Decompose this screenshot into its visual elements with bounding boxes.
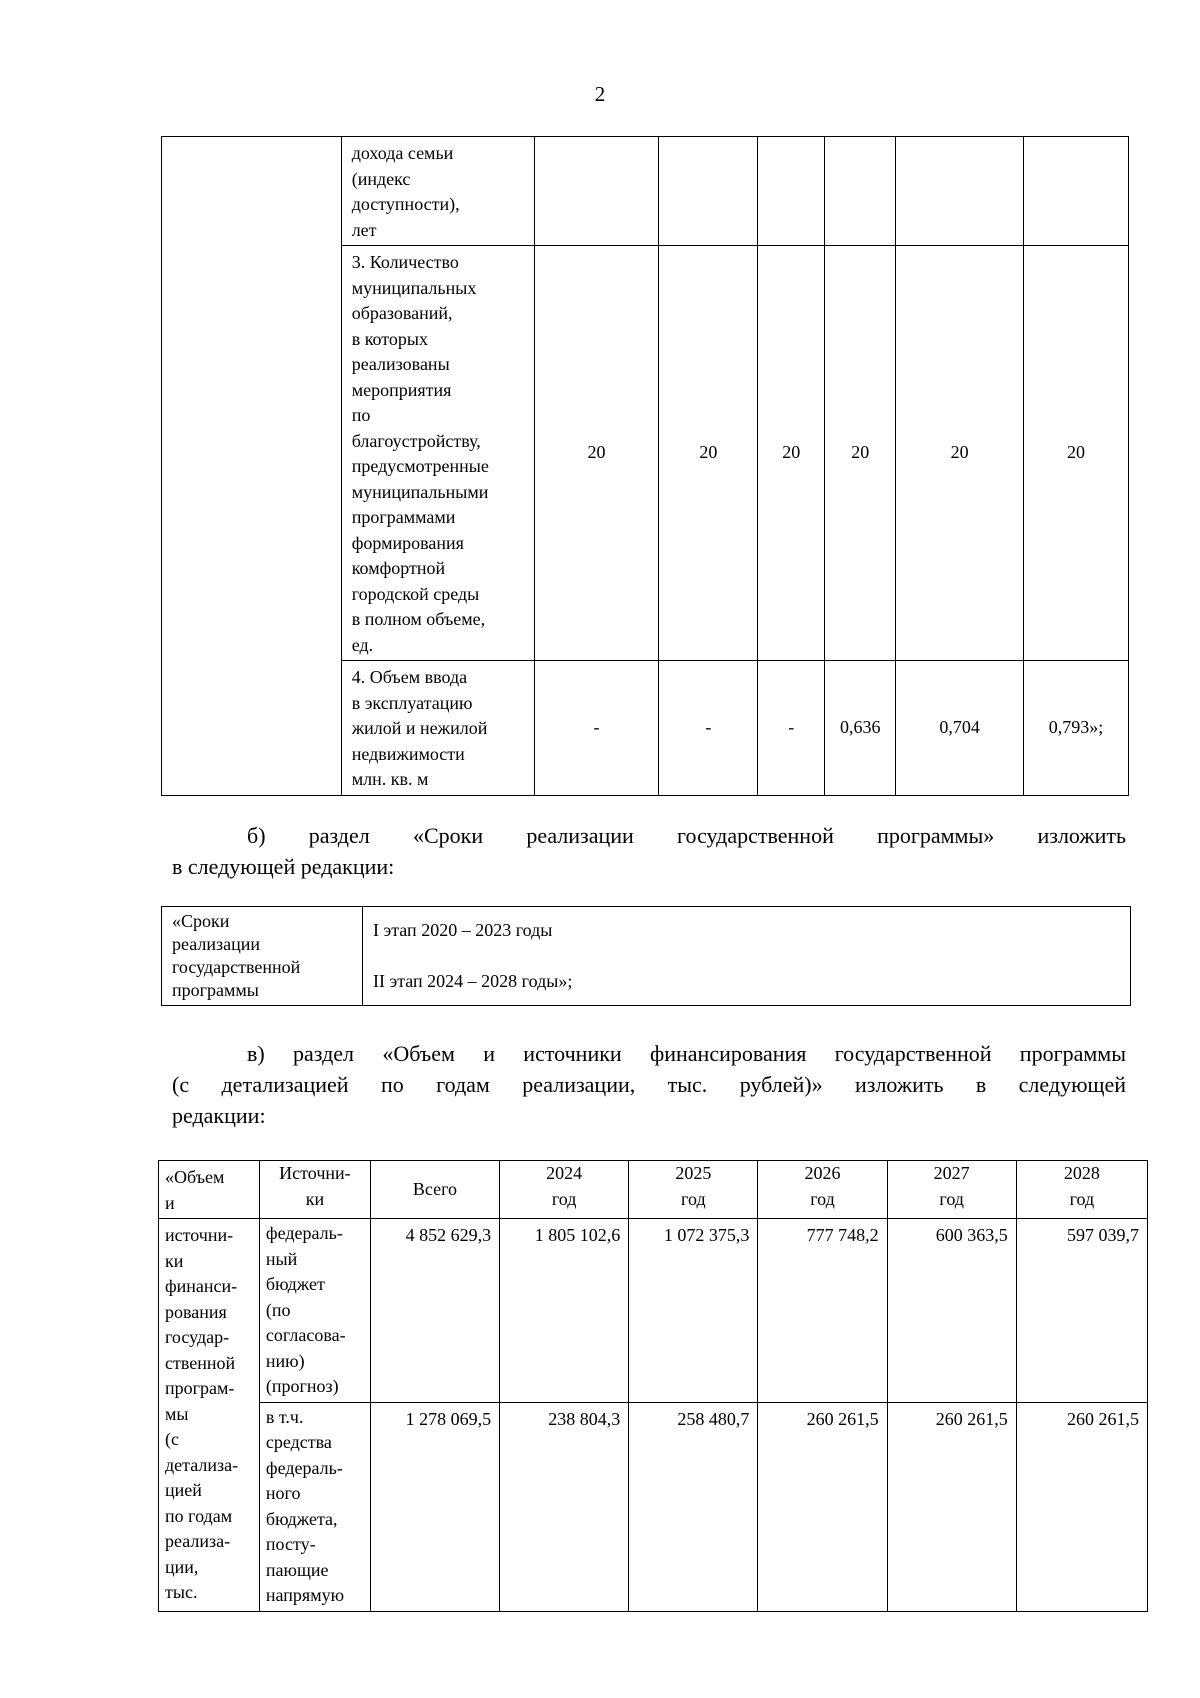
year-header: 2024 год: [500, 1161, 629, 1219]
value-cell: [825, 137, 896, 246]
page-number: 2: [594, 82, 606, 106]
indicator-label: 4. Объем ввода в эксплуатацию жилой и нежилой недвижимости млн. кв. м: [341, 661, 534, 796]
table-row: [162, 907, 1131, 1006]
paragraph-v: в) раздел «Объем и источники финансирования государственной программы (с детализацией по годам реализации, тыс. рублей)» изложить в следующей редакции:: [172, 1041, 1126, 1128]
source-cell: федераль- ный бюджет (по согласова- нию) (прогноз): [259, 1219, 370, 1403]
year-header: 2026 год: [758, 1161, 887, 1219]
value-cell: 20: [659, 246, 758, 661]
value-cell: 20: [534, 246, 659, 661]
value-cell: 0,793»;: [1024, 661, 1129, 796]
value-cell: 258 480,7: [629, 1402, 758, 1611]
table-row: [159, 1219, 1148, 1403]
value-cell: 260 261,5: [887, 1402, 1016, 1611]
value-cell: [896, 137, 1024, 246]
source-cell: в т.ч. средства федераль- ного бюджета, посту- пающие напрямую: [259, 1402, 370, 1611]
empty-cell: [162, 137, 342, 796]
value-cell: 1 072 375,3: [629, 1219, 758, 1403]
value-cell: 20: [896, 246, 1024, 661]
year-header: 2027 год: [887, 1161, 1016, 1219]
value-cell: [534, 137, 659, 246]
terms-label: «Сроки реализации государственной программы: [162, 907, 363, 1006]
value-cell: [659, 137, 758, 246]
table-header-row: [159, 1161, 1148, 1219]
value-cell: -: [659, 661, 758, 796]
finance-label-cell: источни- ки финанси- рования государ- ственной програм- мы (с детализа- цией по годам реализа- ции, тыс.: [159, 1219, 260, 1612]
year-header: 2028 год: [1016, 1161, 1147, 1219]
value-cell: 20: [825, 246, 896, 661]
value-cell: 0,636: [825, 661, 896, 796]
value-cell: -: [534, 661, 659, 796]
value-cell: 600 363,5: [887, 1219, 1016, 1403]
terms-stages: [363, 907, 1131, 1006]
finance-table: [158, 1160, 1148, 1612]
value-cell: 777 748,2: [758, 1219, 887, 1403]
year-header: 2025 год: [629, 1161, 758, 1219]
indicator-label: 3. Количество муниципальных образований, в которых реализованы мероприятия по благоустройству, предусмотренные муниципальными программами формирования комфортной городской среды в полном объеме, ед.: [341, 246, 534, 661]
stage-2: II этап 2024 – 2028 годы»;: [373, 971, 573, 991]
stage-1: I этап 2020 – 2023 годы: [373, 920, 553, 940]
value-cell: 1 278 069,5: [370, 1402, 499, 1611]
value-cell: [1024, 137, 1129, 246]
paragraph-b: б) раздел «Сроки реализации государственной программы» изложить в следующей редакции:: [172, 823, 1126, 879]
total-header: Всего: [370, 1161, 499, 1219]
value-cell: -: [758, 661, 825, 796]
value-cell: 0,704: [896, 661, 1024, 796]
value-cell: [758, 137, 825, 246]
value-cell: 260 261,5: [758, 1402, 887, 1611]
value-cell: 4 852 629,3: [370, 1219, 499, 1403]
terms-table: [161, 906, 1131, 1006]
value-cell: 1 805 102,6: [500, 1219, 629, 1403]
table-row: [159, 1402, 1148, 1611]
indicators-table: [161, 136, 1129, 796]
value-cell: 238 804,3: [500, 1402, 629, 1611]
table-row: [162, 137, 1129, 246]
value-cell: 20: [758, 246, 825, 661]
value-cell: 260 261,5: [1016, 1402, 1147, 1611]
indicator-label: дохода семьи (индекс доступности), лет: [341, 137, 534, 246]
value-cell: 597 039,7: [1016, 1219, 1147, 1403]
value-cell: 20: [1024, 246, 1129, 661]
finance-label-header: «Объем и: [159, 1161, 260, 1219]
sources-header: Источни- ки: [259, 1161, 370, 1219]
